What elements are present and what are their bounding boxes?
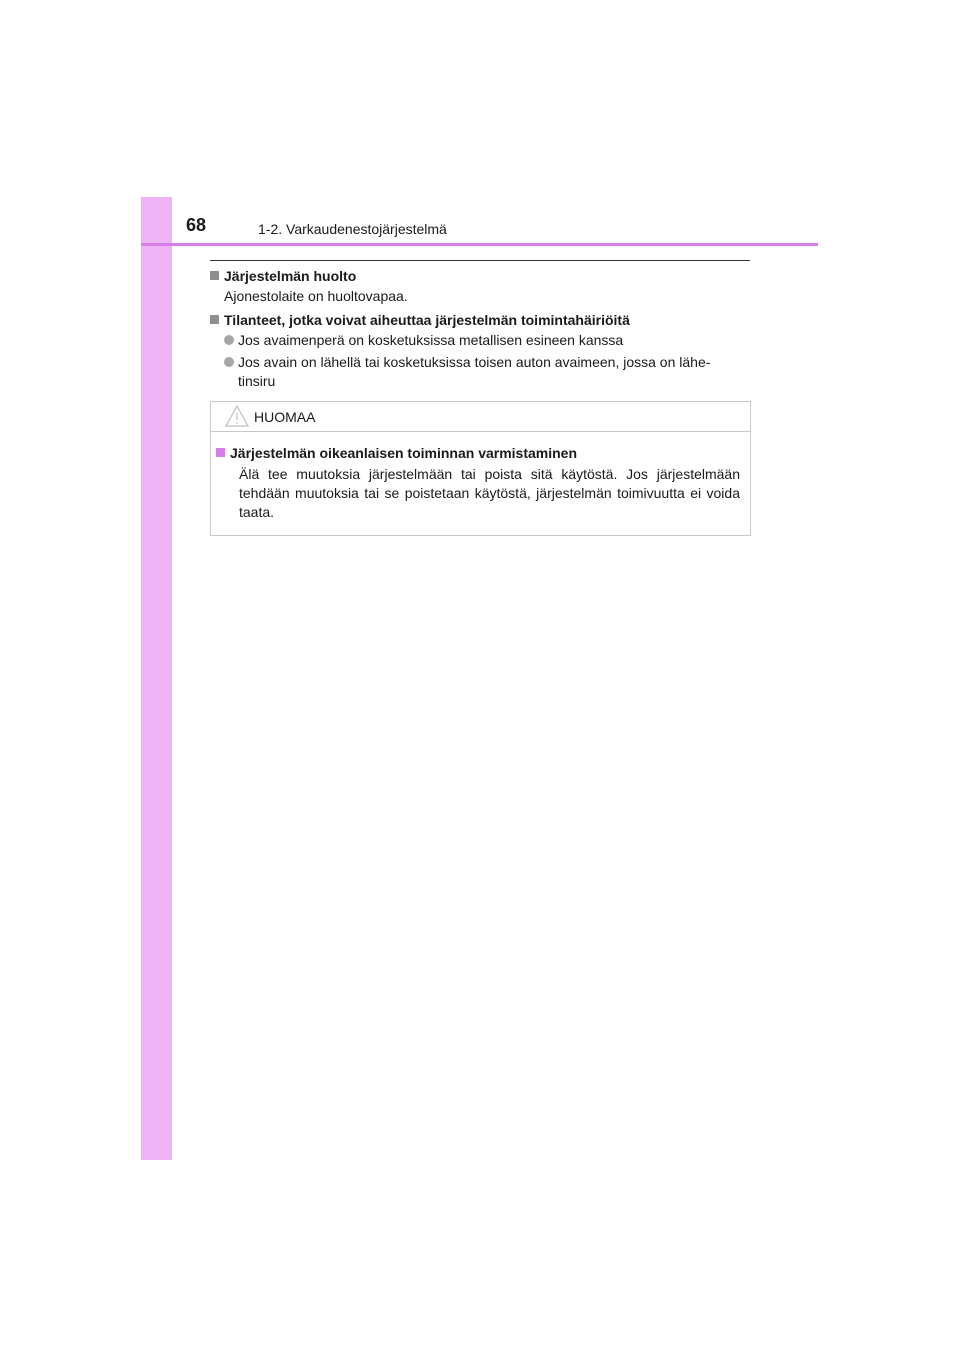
square-bullet-icon — [216, 448, 225, 457]
list-item: Jos avaimenperä on kosketuksissa metallisen esineen kanssa — [224, 331, 623, 350]
notice-body: Älä tee muutoksia järjestelmään tai poista sitä käytöstä. Jos järjestelmään tehdään muutoksia tai se poistetaan käytöstä, järjestelmän toimivuutta ei voida taata. — [239, 466, 740, 520]
square-bullet-icon — [210, 315, 219, 324]
notice-title: HUOMAA — [254, 409, 316, 425]
square-bullet-icon — [210, 271, 219, 280]
running-head: 1-2. Varkaudenestojärjestelmä — [258, 221, 447, 237]
warning-triangle-icon — [225, 404, 249, 428]
notice-box — [210, 401, 751, 536]
header-rule — [141, 243, 818, 246]
round-bullet-icon — [224, 335, 234, 345]
content-top-rule — [210, 260, 750, 261]
list-item-continuation: tinsiru — [238, 373, 276, 389]
notice-heading: Järjestelmän oikeanlaisen toiminnan varmistaminen — [216, 444, 577, 463]
notice-header — [211, 402, 750, 432]
side-strip — [141, 197, 172, 1160]
section-heading: Tilanteet, jotka voivat aiheuttaa järjestelmän toimintahäiriöitä — [210, 311, 630, 330]
round-bullet-icon — [224, 357, 234, 367]
section-heading: Järjestelmän huolto — [210, 267, 356, 286]
section-text: Ajonestolaite on huoltovapaa. — [224, 288, 408, 304]
list-item: Jos avain on lähellä tai kosketuksissa toisen auton avaimeen, jossa on lähe- — [224, 353, 710, 372]
page-number: 68 — [186, 215, 207, 235]
